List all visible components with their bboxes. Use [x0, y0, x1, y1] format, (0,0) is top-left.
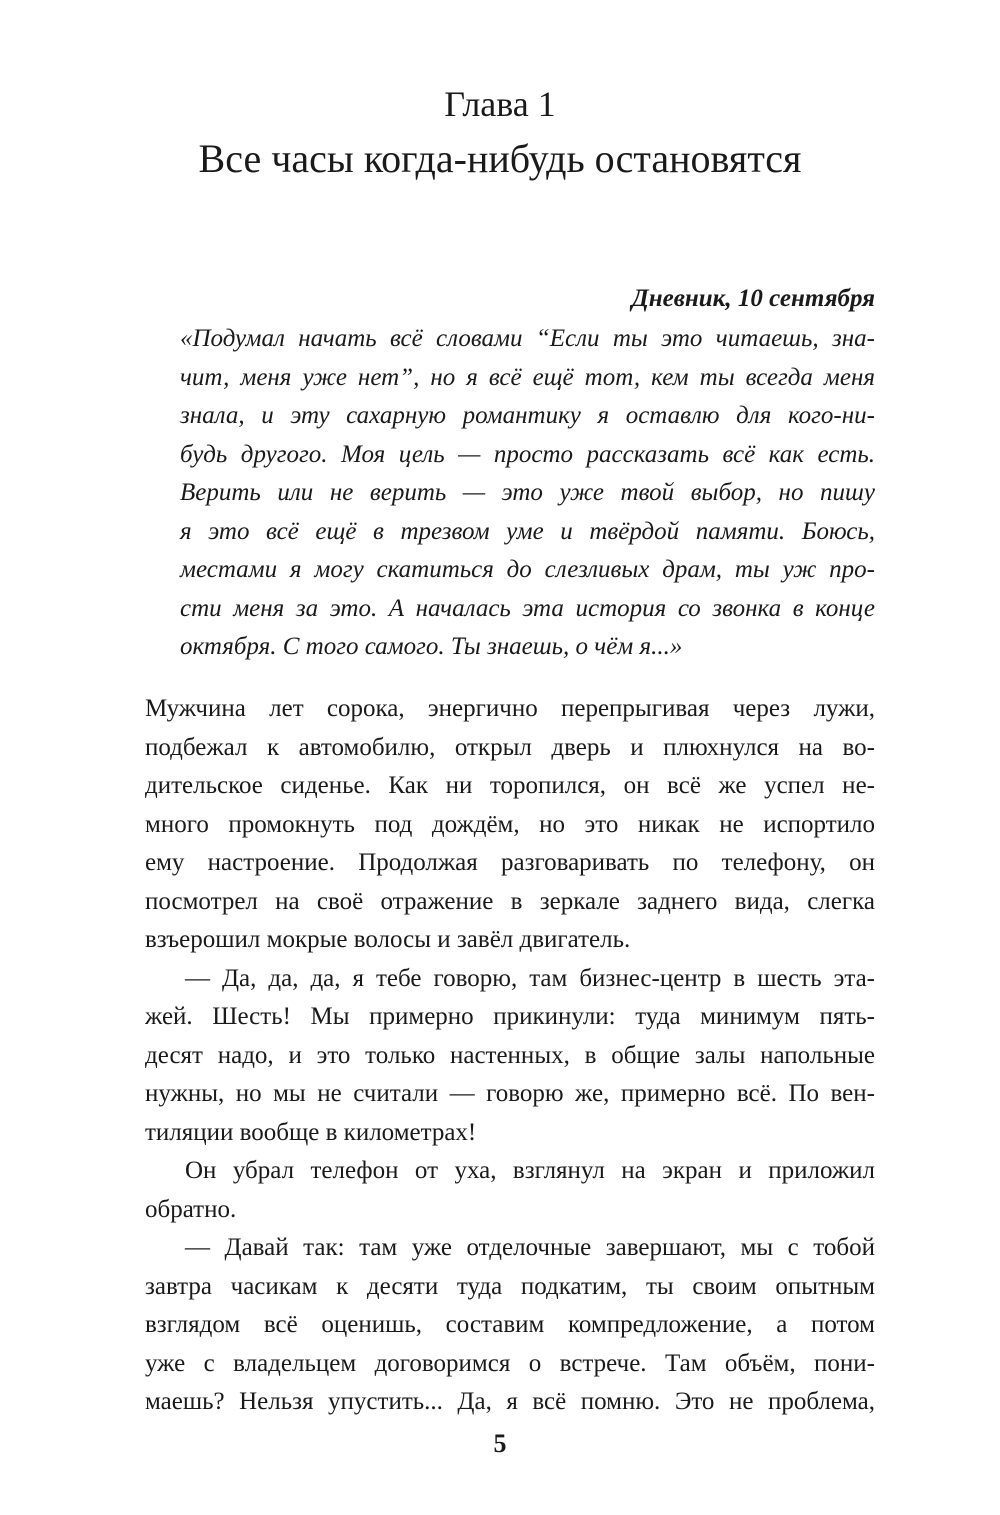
chapter-number: Глава 1 [444, 84, 556, 124]
diary-epigraph [180, 282, 875, 667]
diary-line: будь другого. Моя цель — просто рассказать всё как есть. [180, 440, 875, 468]
diary-heading: Дневник, 10 сентября [631, 285, 875, 312]
body-line: уже с владельцем договоримся о встрече. Там объём, пони- [145, 1349, 875, 1377]
body-line: взъерошил мокрые волосы и завёл двигатель. [145, 926, 631, 953]
body-line: подбежал к автомобилю, открыл дверь и плюхнулся на во- [145, 733, 875, 761]
body-line: нужны, но мы не считали — говорю же, примерно всё. По вен- [145, 1080, 875, 1107]
diary-line: октября. С того самого. Ты знаешь, о чём я...» [180, 633, 683, 660]
diary-line: знала, и эту сахарную романтику я оставлю для кого-ни- [180, 402, 875, 429]
diary-line: «Подумал начать всё словами “Если ты это читаешь, зна- [180, 325, 875, 352]
page-number: 5 [493, 1429, 507, 1458]
diary-line: местами я могу скатиться до слезливых драм, ты уж про- [180, 556, 875, 583]
body-line: много промокнуть под дождём, но это никак не испортило [145, 810, 875, 838]
diary-line: Верить или не верить — это уже твой выбор, но пишу [180, 479, 875, 506]
diary-line: сти меня за это. А началась эта история со звонка в конце [180, 594, 875, 622]
diary-line: чит, меня уже нет”, но я всё ещё тот, кем ты всегда меня [180, 363, 875, 391]
body-line: обратно. [145, 1195, 237, 1223]
body-line: ему настроение. Продолжая разговаривать по телефону, он [145, 849, 875, 876]
diary-line: я это всё ещё в трезвом уме и твёрдой памяти. Боюсь, [180, 517, 875, 545]
body-line: Он убрал телефон от уха, взглянул на экран и приложил [185, 1157, 875, 1184]
body-line: взглядом всё оценишь, составим компредложение, а потом [145, 1311, 875, 1338]
body-line: дительское сиденье. Как ни торопился, он всё же успел не- [145, 772, 875, 799]
body-line: жей. Шесть! Мы примерно прикинули: туда минимум пять- [145, 1003, 875, 1030]
body-line: завтра часикам к десяти туда подкатим, ты своим опытным [145, 1272, 875, 1300]
chapter-heading [0, 78, 1000, 188]
body-line: Мужчина лет сорока, энергично перепрыгивая через лужи, [145, 695, 875, 722]
body-line: — Давай так: там уже отделочные завершают, мы с тобой [185, 1234, 875, 1261]
body-text [145, 690, 875, 1422]
body-line: десят надо, и это только настенных, в общие залы напольные [145, 1041, 875, 1069]
body-line: маешь? Нельзя упустить... Да, я всё помню. Это не проблема, [145, 1388, 875, 1415]
chapter-title: Все часы когда-нибудь остановятся [198, 136, 802, 181]
body-line: — Да, да, да, я тебе говорю, там бизнес-центр в шесть эта- [185, 964, 875, 992]
body-line: посмотрел на своё отражение в зеркале заднего вида, слегка [145, 887, 875, 915]
body-line: тиляции вообще в километрах! [145, 1118, 477, 1146]
